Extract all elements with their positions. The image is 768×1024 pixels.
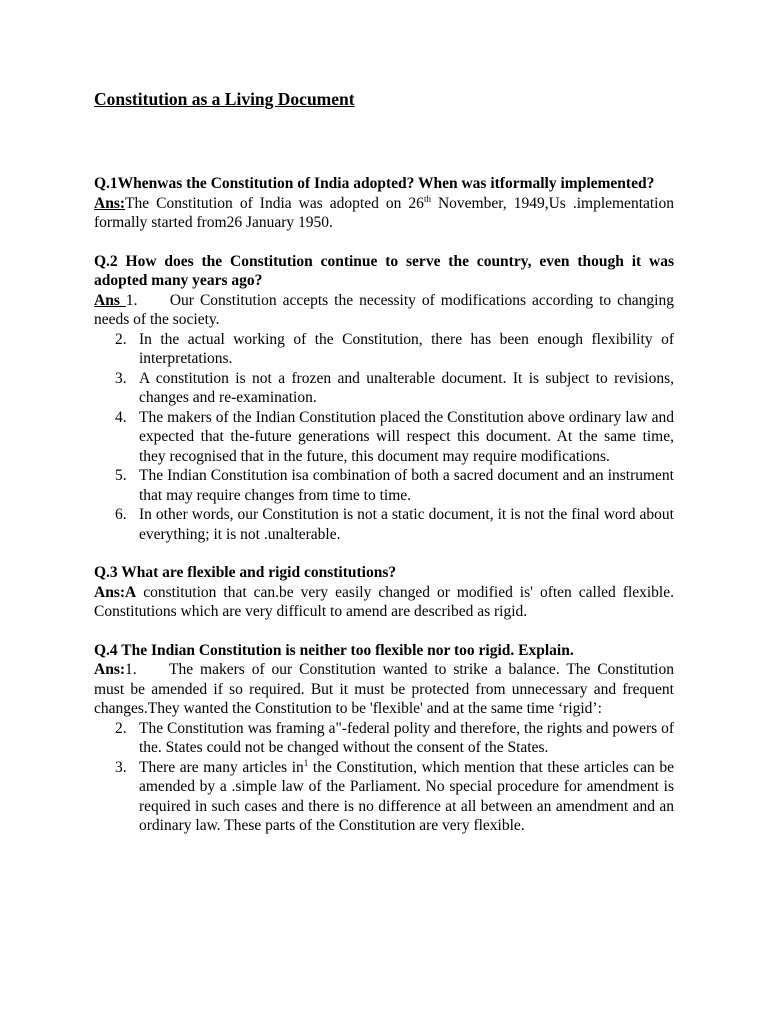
point-number: 2.	[115, 330, 127, 348]
list-item	[94, 466, 674, 505]
point-text: The Constitution was framing a"-federal polity and therefore, the rights and powers of the. States could not be changed without the consent of the States.	[139, 719, 674, 756]
answer-2-list	[94, 330, 674, 545]
question-2: Q.2 How does the Constitution continue to serve the country, even though it was adopted many years ago?	[94, 252, 674, 289]
list-item	[94, 408, 674, 467]
document-title: Constitution as a Living Document	[94, 89, 355, 109]
list-item	[94, 330, 674, 369]
list-item	[94, 505, 674, 544]
answer-4-first-point	[94, 660, 674, 719]
point-text: the Constitution, which mention that these articles can be amended by a .simple law of the Parliament. No special procedure for amendment is required in such cases and there is no difference at all between an amendment and an ordinary law. These parts of the Constitution are very flexible.	[139, 758, 675, 834]
answer-2-first-point	[94, 291, 674, 330]
point-number: 1.	[125, 661, 137, 678]
question-block-1	[94, 174, 674, 233]
superscript: 1	[303, 757, 309, 768]
question-block-3	[94, 563, 674, 622]
point-text: The makers of the Indian Constitution placed the Constitution above ordinary law and expected that the-future generations will respect this document. At the same time, they recognised that in the future, this document may require modifications.	[139, 408, 674, 465]
answer-4-list	[94, 719, 674, 836]
question-3: Q.3 What are flexible and rigid constitutions?	[94, 564, 397, 581]
answer-label: Ans:	[94, 194, 126, 212]
point-number: 3.	[115, 369, 127, 387]
point-number: 3.	[115, 758, 127, 776]
question-block-2	[94, 252, 674, 545]
point-text: The Indian Constitution isa combination of both a sacred document and an instrument that may require changes from time to time.	[139, 467, 674, 504]
answer-3	[94, 583, 674, 622]
point-number: 1.	[125, 291, 138, 309]
point-text: The makers of our Constitution wanted to strike a balance. The Constitution must be amended if so required. But it must be protected from unnecessary and frequent changes.They wanted the Constitution to be 'flexible' and at the same time ‘rigid’:	[94, 661, 674, 717]
answer-text: The Constitution of India was adopted on 26	[125, 194, 424, 212]
superscript: th	[423, 193, 431, 204]
point-number: 6.	[115, 506, 127, 523]
point-text: A constitution is not a frozen and unalterable document. It is subject to revisions, changes and re-examination.	[139, 369, 674, 406]
point-text: In the actual working of the Constitution, there has been enough flexibility of interpretations.	[139, 330, 674, 367]
point-number: 2.	[115, 719, 127, 737]
answer-label: Ans	[94, 291, 126, 309]
document-body	[94, 174, 674, 836]
point-text: There are many articles in	[139, 758, 304, 776]
point-text: Our Constitution accepts the necessity of modifications according to changing needs of the society.	[94, 291, 674, 328]
list-item	[94, 719, 674, 758]
question-block-4	[94, 641, 674, 836]
answer-1	[94, 194, 674, 233]
list-item	[94, 369, 674, 408]
answer-label: Ans:	[94, 661, 126, 678]
answer-text: November, 1949,Us .implementation formally started from26 January 1950.	[94, 194, 674, 231]
list-item	[94, 758, 674, 836]
answer-text: constitution that can.be very easily changed or modified is' often called flexible. Constitutions which are very difficult to amend are described as rigid.	[94, 583, 674, 620]
question-1: Q.1Whenwas the Constitution of India adopted? When was itformally implemented?	[94, 175, 655, 192]
point-number: 4.	[115, 408, 127, 426]
point-number: 5.	[115, 467, 127, 484]
point-text: In other words, our Constitution is not a static document, it is not the final word about everything; it is not .unalterable.	[139, 506, 674, 543]
question-4: Q.4 The Indian Constitution is neither too flexible nor too rigid. Explain.	[94, 641, 574, 659]
answer-label: Ans:A	[94, 583, 137, 601]
